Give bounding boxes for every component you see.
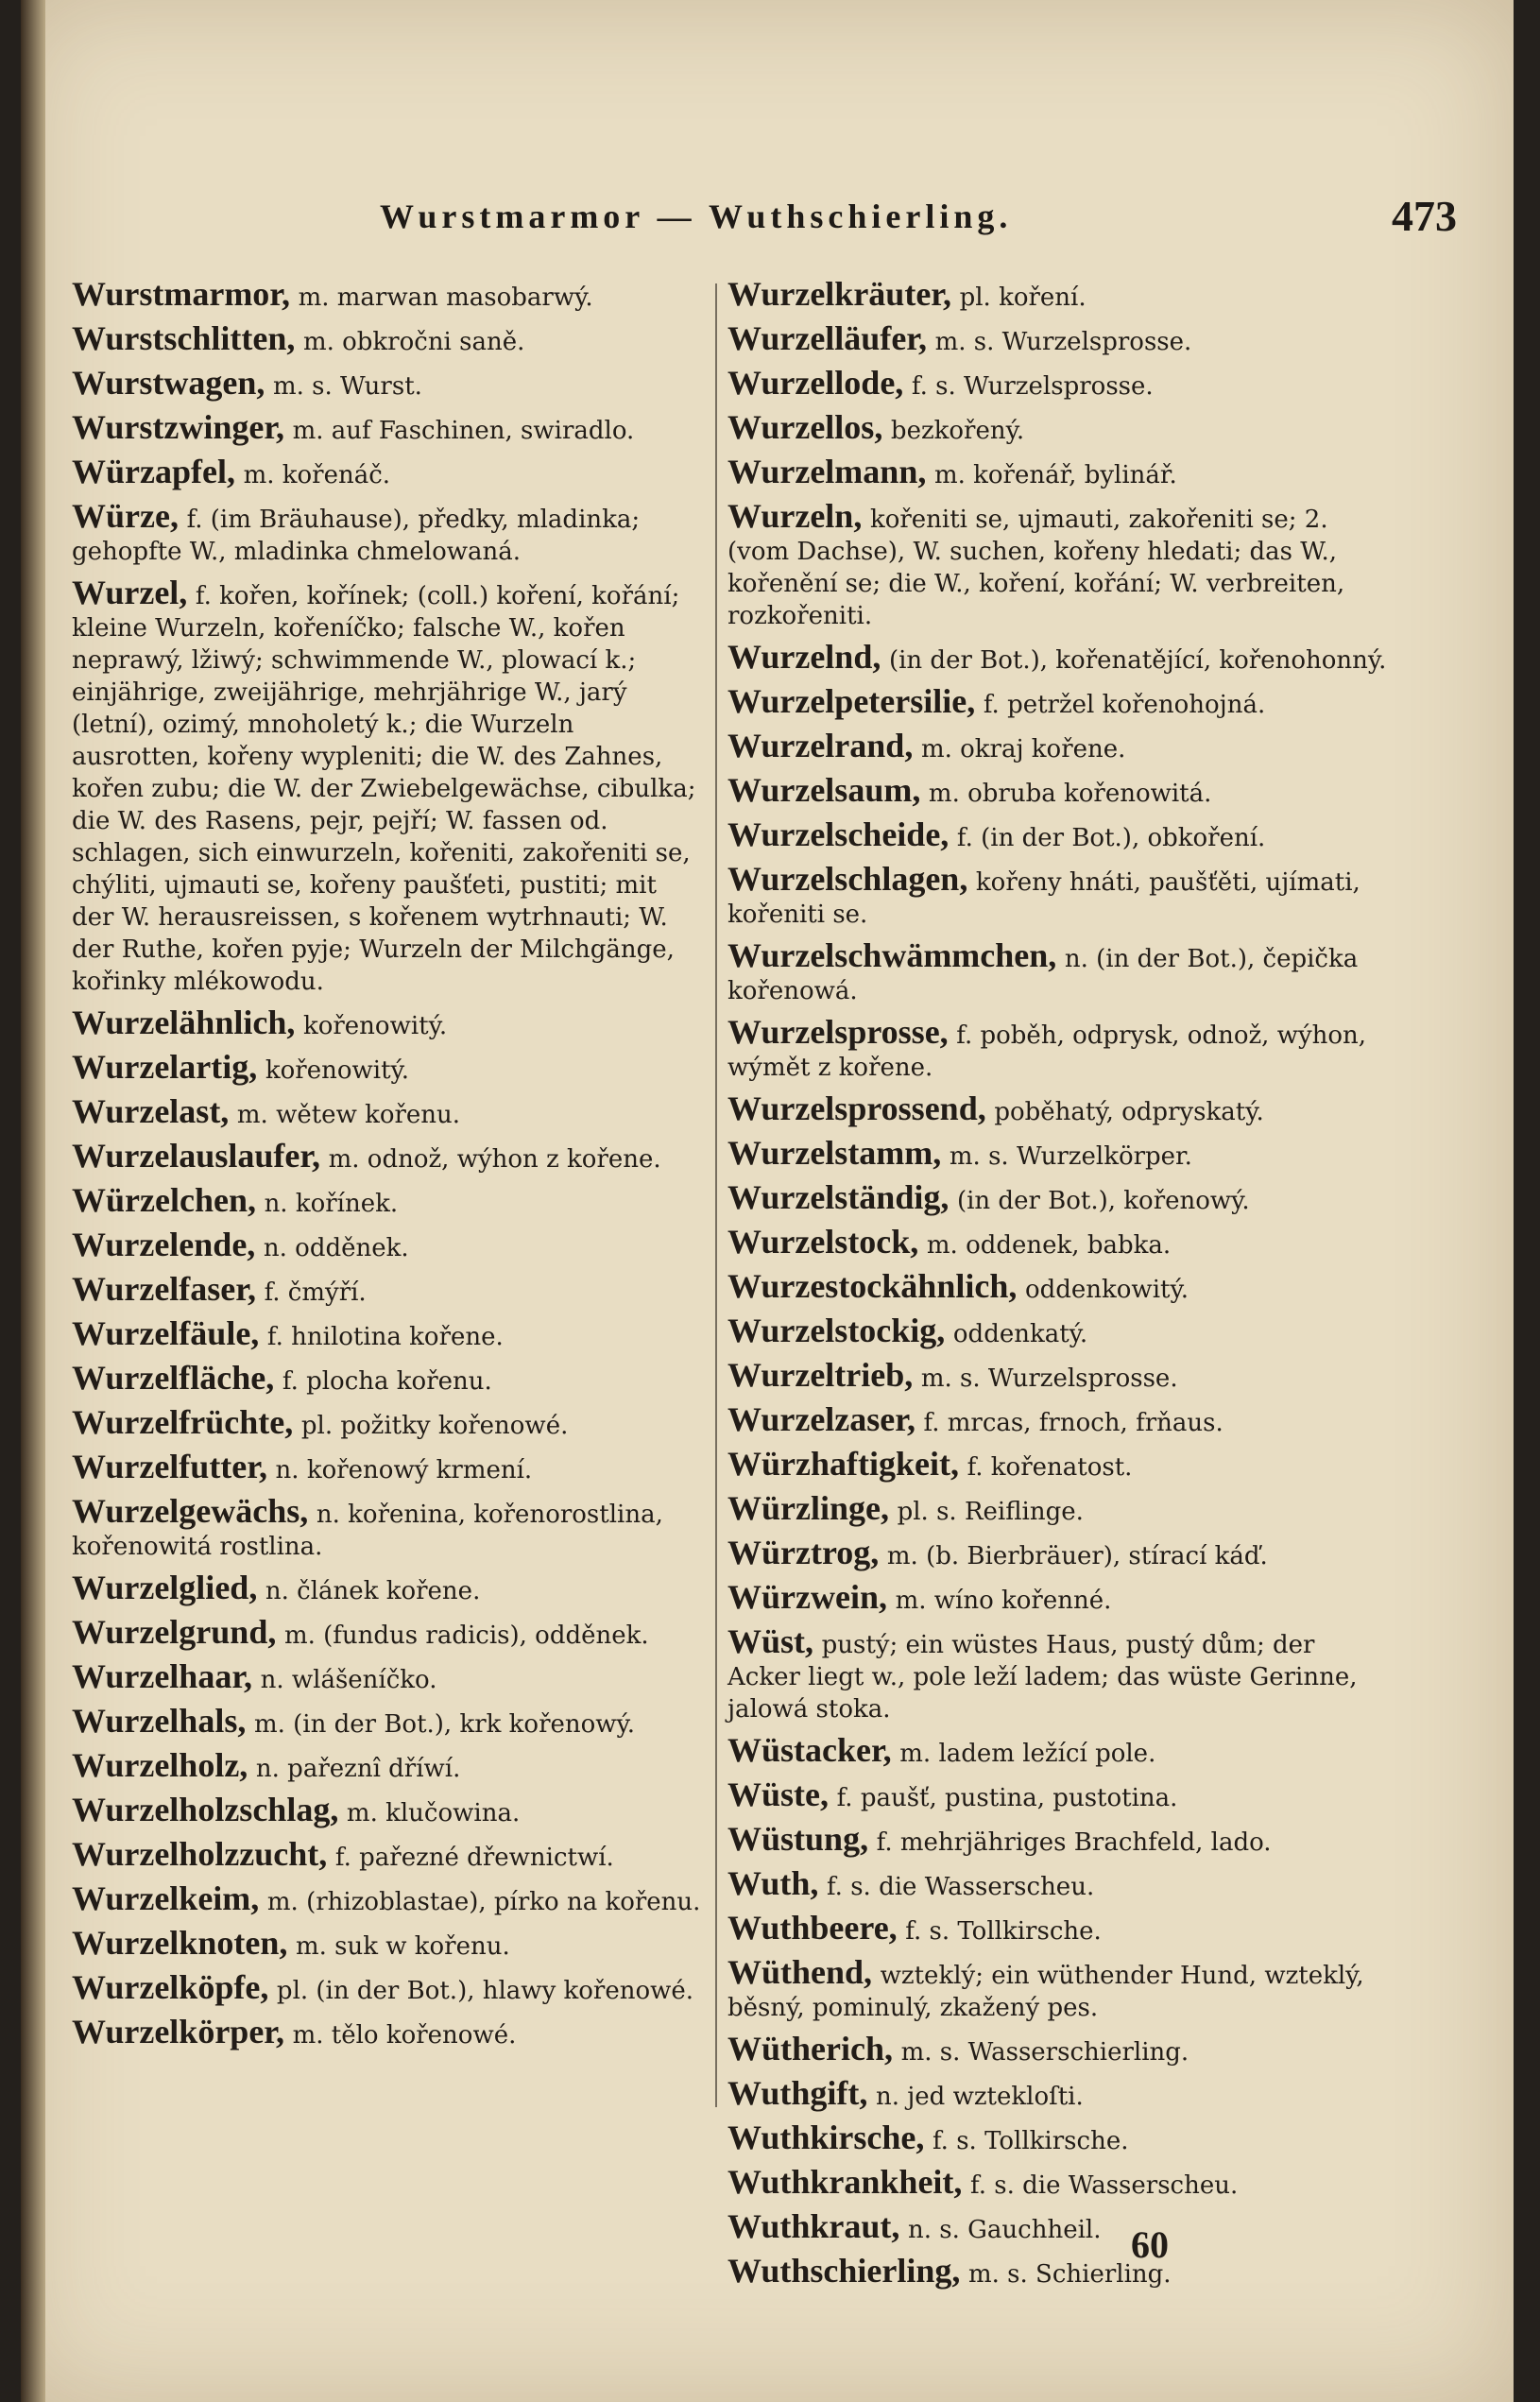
entry-definition: f. poběh, odprysk, odnož, wýhon, wýmět z kořene. xyxy=(727,1021,1367,1082)
entry-headword: Wurzelfrüchte, xyxy=(72,1403,294,1441)
entry-headword: Wurzelzaser, xyxy=(727,1400,915,1438)
entry-headword: Wüstacker, xyxy=(727,1731,892,1769)
entry-headword: Wurzellos, xyxy=(727,408,883,446)
entry-headword: Würzapfel, xyxy=(72,453,235,490)
dictionary-entry xyxy=(72,1138,705,1175)
dictionary-entry xyxy=(72,1182,705,1220)
dictionary-entry xyxy=(727,2075,1389,2113)
entry-definition: n. jed wztekloſti. xyxy=(875,2083,1084,2111)
entry-definition: f. plocha kořenu. xyxy=(282,1367,492,1396)
dictionary-entry xyxy=(727,276,1389,314)
dictionary-entry xyxy=(72,1925,705,1963)
entry-headword: Wurzelständig, xyxy=(727,1178,950,1216)
entry-headword: Wurzelende, xyxy=(72,1226,256,1263)
entry-headword: Wurstschlitten, xyxy=(72,319,296,357)
entry-definition: f. paušť, pustina, pustotina. xyxy=(836,1784,1178,1812)
column-divider xyxy=(715,283,717,2107)
entry-definition: f. (im Bräuhause), předky, mladinka; gehopfte W., mladinka chmelowaná. xyxy=(72,506,641,566)
entry-headword: Wurzelstockig, xyxy=(727,1312,946,1349)
entry-headword: Wurzelrand, xyxy=(727,727,914,764)
dictionary-entry xyxy=(727,1401,1389,1439)
entry-definition: n. (in der Bot.), čepička kořenowá. xyxy=(727,945,1359,1005)
entry-headword: Wurzelschlagen, xyxy=(727,860,968,898)
dictionary-entry xyxy=(72,365,705,403)
dictionary-entry xyxy=(72,276,705,314)
dictionary-entry xyxy=(727,2208,1389,2246)
entry-definition: f. pařezné dřewnictwí. xyxy=(334,1844,614,1872)
dictionary-entry xyxy=(72,1792,705,1829)
entry-definition: m. (fundus radicis), odděnek. xyxy=(283,1621,649,1650)
entry-definition: f. s. die Wasserscheu. xyxy=(826,1873,1095,1901)
entry-headword: Wurzelartig, xyxy=(72,1048,258,1086)
dictionary-entry xyxy=(727,639,1389,677)
page-number: 473 xyxy=(1392,192,1457,240)
entry-definition: pl. koření. xyxy=(959,283,1087,312)
entry-definition: n. s. Gauchheil. xyxy=(907,2216,1102,2244)
entry-definition: pustý; ein wüstes Haus, pustý dům; der Acker liegt w., pole leží ladem; das wüste Gerinne, jalowá stoka. xyxy=(727,1631,1358,1724)
entry-headword: Wurzelholz, xyxy=(72,1746,248,1784)
printer-signature: 60 xyxy=(1131,2223,1169,2266)
entry-headword: Wurzelkörper, xyxy=(72,2013,284,2050)
dictionary-entry xyxy=(727,1179,1389,1217)
entry-definition: m. s. Wurzelsprosse. xyxy=(920,1364,1178,1393)
dictionary-entry xyxy=(727,1865,1389,1903)
entry-definition: n. článek kořene. xyxy=(265,1577,481,1605)
dictionary-entry xyxy=(727,409,1389,447)
entry-definition: f. s. Tollkirsche. xyxy=(905,1917,1102,1946)
entry-definition: f. petržel kořenohojná. xyxy=(983,691,1266,719)
entry-headword: Wurzelhaar, xyxy=(72,1657,253,1695)
dictionary-entry xyxy=(727,1357,1389,1395)
dictionary-entry xyxy=(72,1836,705,1874)
entry-definition: f. s. die Wasserscheu. xyxy=(970,2171,1239,2200)
dictionary-entry xyxy=(727,1446,1389,1484)
entry-definition: m. s. Wasserschierling. xyxy=(900,2038,1189,2067)
entry-definition: m. kořenáč. xyxy=(243,461,391,489)
running-head: Wurstmarmor — Wuthschierling. xyxy=(380,197,1013,235)
entry-headword: Wurzelglied, xyxy=(72,1569,258,1606)
dictionary-entry xyxy=(727,1313,1389,1350)
dictionary-entry xyxy=(727,2031,1389,2068)
entry-headword: Wurzestockähnlich, xyxy=(727,1267,1018,1305)
entry-definition: m. obkročni saně. xyxy=(302,328,525,356)
entry-definition: oddenkowitý. xyxy=(1024,1276,1189,1304)
dictionary-entry xyxy=(727,1776,1389,1814)
entry-definition: m. wíno kořenné. xyxy=(895,1587,1112,1615)
dictionary-entry xyxy=(72,1703,705,1741)
entry-definition: m. wětew kořenu. xyxy=(236,1101,461,1129)
entry-definition: f. s. Tollkirsche. xyxy=(932,2127,1129,2155)
entry-headword: Wurzelsprosse, xyxy=(727,1013,949,1051)
dictionary-entry xyxy=(727,816,1389,854)
entry-headword: Wurzelkeim, xyxy=(72,1879,260,1917)
entry-headword: Wurzelgewächs, xyxy=(72,1492,309,1530)
entry-headword: Wurzelholzschlag, xyxy=(72,1791,339,1828)
entry-headword: Wurzelfäule, xyxy=(72,1314,260,1352)
entry-headword: Wuthschierling, xyxy=(727,2252,961,2290)
dictionary-entry xyxy=(72,454,705,491)
dictionary-entry xyxy=(72,1747,705,1785)
entry-headword: Wurzelmann, xyxy=(727,453,927,490)
dictionary-entry xyxy=(727,498,1389,632)
entry-headword: Wurzelfutter, xyxy=(72,1448,267,1485)
dictionary-entry xyxy=(72,1315,705,1353)
entry-definition: f. (in der Bot.), obkoření. xyxy=(956,824,1266,852)
dictionary-entry xyxy=(727,1090,1389,1128)
entry-definition: m. oddenek, babka. xyxy=(926,1231,1172,1260)
entry-definition: m. (rhizoblastae), pírko na kořenu. xyxy=(266,1888,701,1916)
right-column xyxy=(727,276,1389,2297)
dictionary-entry xyxy=(72,1614,705,1652)
dictionary-entry xyxy=(727,1535,1389,1572)
entry-definition: kořeniti se, ujmauti, zakořeniti se; 2. (vom Dachse), W. suchen, kořeny hledati; das W., kořenění se; die W., koření, kořání; W. verbreiten, rozkořeniti. xyxy=(727,506,1345,630)
entry-definition: f. kořen, kořínek; (coll.) koření, kořání; kleine Wurzeln, kořeníčko; falsche W., kořen neprawý, lžiwý; schwimmende W., plowací k.; einjährige, zweijährige, mehrjährige W., jarý (letní), ozimý, mnoholetý k.; die Wurzeln ausrotten, kořeny wypleniti; die W. des Zahnes, kořen zubu; die W. der Zwiebelgewächse, cibulka; die W. des Rasens, pejr, pejří; W. fassen od. schlagen, sich einwurzeln, kořeniti, zakořeniti se, chýliti, ujmauti se, kořeny paušťeti, pustiti; mit der W. herausreissen, s kořenem wytrhnauti; W. der Ruthe, kořen pyje; Wurzeln der Milchgänge, kořinky mlékowodu. xyxy=(72,582,696,996)
entry-headword: Wurzelsaum, xyxy=(727,771,921,809)
dictionary-entry xyxy=(727,1623,1389,1725)
dictionary-entry xyxy=(727,1954,1389,2024)
dictionary-entry xyxy=(727,1490,1389,1528)
dictionary-entry xyxy=(72,320,705,358)
entry-definition: m. s. Wurst. xyxy=(272,372,422,401)
dictionary-entry xyxy=(727,937,1389,1007)
entry-definition: oddenkatý. xyxy=(952,1320,1088,1348)
entry-definition: f. kořenatost. xyxy=(967,1453,1133,1482)
entry-headword: Wurzeltrieb, xyxy=(727,1356,914,1394)
entry-definition: m. kořenář, bylinář. xyxy=(933,461,1177,489)
binding-gutter xyxy=(21,0,45,2402)
entry-headword: Wurzelfläche, xyxy=(72,1359,275,1397)
entry-definition: (in der Bot.), kořenatějící, kořenohonný. xyxy=(888,646,1387,675)
dictionary-entry xyxy=(727,320,1389,358)
entry-headword: Würzelchen, xyxy=(72,1181,256,1219)
dictionary-entry xyxy=(72,1227,705,1264)
entry-headword: Wütherich, xyxy=(727,2030,893,2067)
dictionary-entry xyxy=(727,683,1389,721)
entry-definition: m. okraj kořene. xyxy=(920,735,1126,763)
entry-headword: Wurzelgrund, xyxy=(72,1613,277,1651)
entry-headword: Wurzelholzzucht, xyxy=(72,1835,328,1873)
entry-headword: Wurzelnd, xyxy=(727,638,881,676)
dictionary-entry xyxy=(72,1570,705,1607)
entry-headword: Wurzelsprossend, xyxy=(727,1089,986,1127)
entry-definition: f. mehrjähriges Brachfeld, lado. xyxy=(876,1828,1272,1857)
entry-headword: Wuth, xyxy=(727,1864,819,1902)
entry-definition: n. kořínek. xyxy=(264,1190,399,1218)
dictionary-entry xyxy=(72,498,705,568)
entry-definition: m. s. Schierling. xyxy=(967,2260,1172,2289)
entry-headword: Wurzelscheide, xyxy=(727,815,950,853)
entry-headword: Wurzelkräuter, xyxy=(727,275,951,313)
left-column xyxy=(72,276,705,2058)
entry-headword: Wurzelast, xyxy=(72,1092,230,1130)
entry-definition: m. marwan masobarwý. xyxy=(298,283,593,312)
entry-headword: Wurzel, xyxy=(72,574,188,611)
dictionary-entry xyxy=(727,2164,1389,2202)
dictionary-entry xyxy=(727,1579,1389,1617)
entry-definition: pl. požitky kořenowé. xyxy=(300,1412,569,1440)
entry-headword: Wüst, xyxy=(727,1622,814,1660)
entry-headword: Würztrog, xyxy=(727,1534,880,1571)
entry-headword: Wurzelhals, xyxy=(72,1702,247,1740)
entry-headword: Wurzelstamm, xyxy=(727,1134,942,1172)
dictionary-entry xyxy=(727,1268,1389,1306)
entry-headword: Würze, xyxy=(72,497,179,535)
entry-headword: Wurzelschwämmchen, xyxy=(727,936,1057,974)
dictionary-entry xyxy=(727,1910,1389,1947)
entry-definition: kořeny hnáti, paušťěti, ujímati, kořeniti se. xyxy=(727,868,1360,929)
entry-headword: Wüthend, xyxy=(727,1953,873,1991)
entry-definition: kořenowitý. xyxy=(302,1012,448,1040)
entry-definition: m. s. Wurzelsprosse. xyxy=(934,328,1192,356)
entry-definition: f. mrcas, frnoch, frňaus. xyxy=(923,1409,1223,1437)
dictionary-entry xyxy=(727,728,1389,765)
entry-definition: f. čmýří. xyxy=(264,1278,367,1307)
entry-headword: Wurzelläufer, xyxy=(727,319,927,357)
entry-headword: Wuthgift, xyxy=(727,2074,868,2112)
entry-definition: m. auf Faschinen, swiradlo. xyxy=(292,417,635,445)
entry-definition: n. kořenina, kořenorostlina, kořenowitá rostlina. xyxy=(72,1501,663,1561)
entry-headword: Wurzelauslaufer, xyxy=(72,1137,321,1175)
entry-definition: m. suk w kořenu. xyxy=(295,1932,510,1961)
entry-definition: m. s. Wurzelkörper. xyxy=(949,1142,1192,1171)
entry-definition: kořenowitý. xyxy=(265,1056,410,1085)
dictionary-entry xyxy=(72,1658,705,1696)
entry-definition: f. hnilotina kořene. xyxy=(266,1323,504,1351)
entry-definition: pl. s. Reiflinge. xyxy=(897,1498,1084,1526)
entry-headword: Wüstung, xyxy=(727,1820,869,1858)
dictionary-entry xyxy=(72,1049,705,1087)
dictionary-entry xyxy=(72,1093,705,1131)
entry-headword: Wurzellode, xyxy=(727,364,904,402)
entry-headword: Wurstzwinger, xyxy=(72,408,284,446)
entry-definition: m. (in der Bot.), krk kořenowý. xyxy=(253,1710,636,1739)
dictionary-entry xyxy=(727,861,1389,931)
entry-headword: Wurzeln, xyxy=(727,497,863,535)
dictionary-entry xyxy=(72,2014,705,2051)
entry-headword: Wurzelpetersilie, xyxy=(727,682,976,720)
entry-headword: Wurzelstock, xyxy=(727,1223,919,1261)
dictionary-entry xyxy=(727,1732,1389,1770)
dictionary-entry xyxy=(727,1135,1389,1173)
entry-definition: m. odnož, wýhon z kořene. xyxy=(328,1145,661,1174)
entry-definition: m. klučowina. xyxy=(346,1799,521,1827)
entry-headword: Wuthkraut, xyxy=(727,2207,900,2245)
entry-headword: Würzlinge, xyxy=(727,1489,889,1527)
dictionary-entry xyxy=(72,1969,705,2007)
entry-headword: Würzwein, xyxy=(727,1578,887,1616)
dictionary-entry xyxy=(72,1271,705,1309)
entry-definition: m. tělo kořenowé. xyxy=(292,2021,517,2050)
entry-headword: Wuthkirsche, xyxy=(727,2119,925,2156)
page-header xyxy=(380,192,1476,253)
dictionary-entry xyxy=(72,1449,705,1486)
entry-definition: poběhatý, odpryskatý. xyxy=(994,1098,1264,1126)
entry-headword: Wüste, xyxy=(727,1776,829,1813)
dictionary-entry xyxy=(72,1004,705,1042)
dictionary-entry xyxy=(72,1404,705,1442)
entry-definition: wzteklý; ein wüthender Hund, wzteklý, běsný, pominulý, zkažený pes. xyxy=(727,1962,1364,2022)
dictionary-page xyxy=(21,0,1514,2402)
dictionary-entry xyxy=(727,1224,1389,1261)
entry-definition: pl. (in der Bot.), hlawy kořenowé. xyxy=(276,1977,694,2005)
dictionary-entry xyxy=(727,365,1389,403)
entry-headword: Wuthkrankheit, xyxy=(727,2163,963,2201)
entry-headword: Wurzelköpfe, xyxy=(72,1968,269,2006)
entry-definition: n. kořenowý krmení. xyxy=(275,1456,533,1484)
entry-definition: n. pařeznî dříwí. xyxy=(255,1755,461,1783)
dictionary-entry xyxy=(72,575,705,998)
dictionary-entry xyxy=(72,1360,705,1398)
entry-definition: f. s. Wurzelsprosse. xyxy=(911,372,1154,401)
entry-headword: Wuthbeere, xyxy=(727,1909,898,1947)
entry-definition: bezkořený. xyxy=(890,417,1025,445)
entry-definition: m. (b. Bierbräuer), stírací káď. xyxy=(886,1542,1268,1570)
entry-headword: Wurstmarmor, xyxy=(72,275,290,313)
entry-headword: Wurzelfaser, xyxy=(72,1270,256,1308)
dictionary-entry xyxy=(727,2253,1389,2290)
entry-definition: m. obruba kořenowitá. xyxy=(928,780,1212,808)
dictionary-entry xyxy=(72,1493,705,1563)
entry-definition: n. odděnek. xyxy=(263,1234,409,1262)
dictionary-entry xyxy=(727,2119,1389,2157)
entry-headword: Wurstwagen, xyxy=(72,364,265,402)
dictionary-entry xyxy=(727,1821,1389,1859)
entry-headword: Wurzelähnlich, xyxy=(72,1004,296,1041)
dictionary-entry xyxy=(727,772,1389,810)
dictionary-entry xyxy=(727,454,1389,491)
dictionary-entry xyxy=(72,409,705,447)
entry-definition: m. ladem ležící pole. xyxy=(899,1740,1156,1768)
entry-headword: Würzhaftigkeit, xyxy=(727,1445,959,1483)
dictionary-entry xyxy=(72,1880,705,1918)
dictionary-entry xyxy=(727,1014,1389,1084)
entry-definition: (in der Bot.), kořenowý. xyxy=(956,1187,1250,1215)
entry-definition: n. wlášeníčko. xyxy=(260,1666,437,1694)
entry-headword: Wurzelknoten, xyxy=(72,1924,288,1962)
